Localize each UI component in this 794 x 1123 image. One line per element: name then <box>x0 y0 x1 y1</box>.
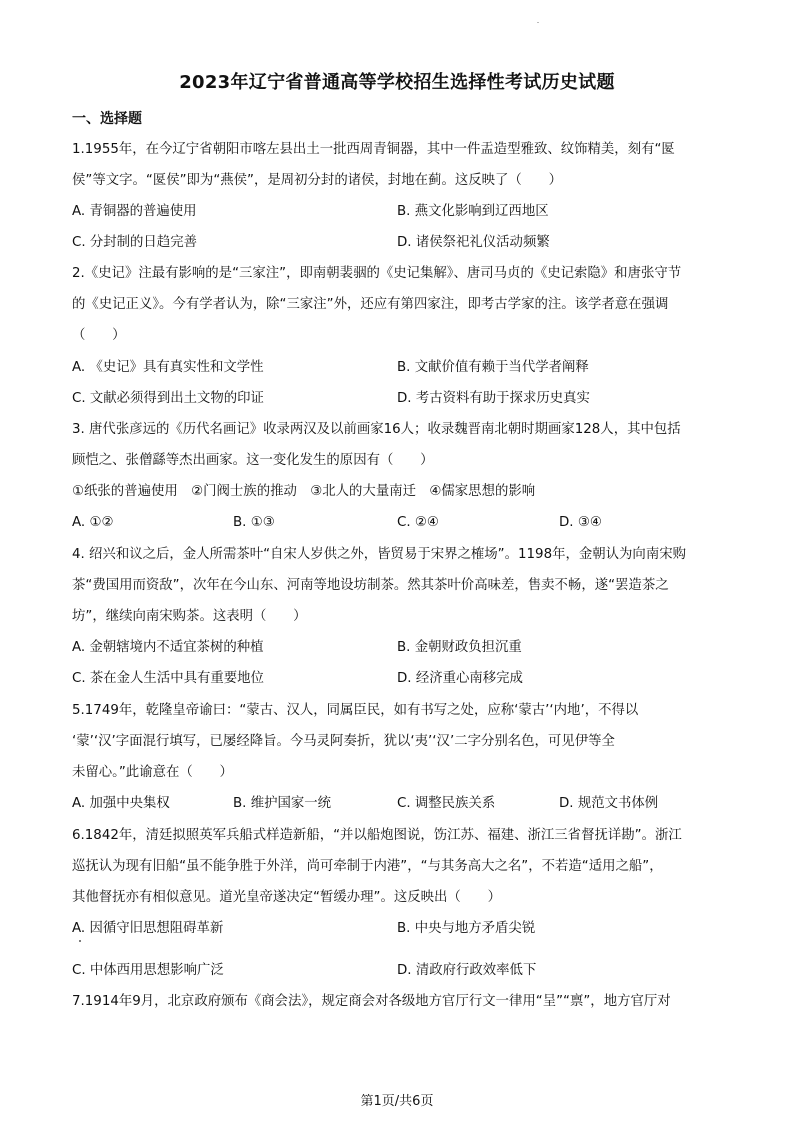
question-2-option-c: C. 文献必须得到出土文物的印证 <box>72 391 264 406</box>
question-5-option-a: A. 加强中央集权 <box>72 796 170 811</box>
question-6-line-3: 其他督抚亦有相似意见。道光皇帝遂决定“暂缓办理”。这反映出（ ） <box>72 890 501 905</box>
scan-speck <box>79 940 81 942</box>
question-2-line-3: （ ） <box>72 328 126 343</box>
question-2-line-1: 2.《史记》注最有影响的是“三家注”，即南朝裴骃的《史记集解》、唐司马贞的《史记索隐》和唐张守节 <box>72 266 682 281</box>
question-1-line-2: 侯”等文字。“匽侯”即为“燕侯”，是周初分封的诸侯，封地在蓟。这反映了（ ） <box>72 173 562 188</box>
question-3-option-b: B. ①③ <box>233 515 275 530</box>
question-4-line-3: 坊”，继续向南宋购茶。这表明（ ） <box>72 609 307 624</box>
question-6-option-a: A. 因循守旧思想阻碍革新 <box>72 921 224 936</box>
question-3-line-3: ①纸张的普遍使用 ②门阀士族的推动 ③北人的大量南迁 ④儒家思想的影响 <box>72 484 536 499</box>
question-3-line-1: 3. 唐代张彦远的《历代名画记》收录两汉及以前画家16人；收录魏晋南北朝时期画家128人，其中包括 <box>72 422 681 437</box>
page-title: 2023年辽宁省普通高等学校招生选择性考试历史试题 <box>179 72 615 93</box>
question-6-option-c: C. 中体西用思想影响广泛 <box>72 963 224 978</box>
question-7-line-1: 7.1914年9月，北京政府颁布《商会法》，规定商会对各级地方官厅行文一律用“呈”“禀”，地方官厅对 <box>72 994 671 1009</box>
question-3-option-a: A. ①② <box>72 515 114 530</box>
question-2-option-a: A. 《史记》具有真实性和文学性 <box>72 360 264 375</box>
question-4-option-c: C. 茶在金人生活中具有重要地位 <box>72 671 264 686</box>
section-heading: 一、选择题 <box>72 111 142 127</box>
scan-mark <box>537 22 539 23</box>
question-6-option-d: D. 清政府行政效率低下 <box>397 963 537 978</box>
question-2-option-d: D. 考古资料有助于探求历史真实 <box>397 391 590 406</box>
question-2-line-2: 的《史记正义》。今有学者认为，除“三家注”外，还应有第四家注，即考古学家的注。该学者意在强调 <box>72 297 669 312</box>
question-5-line-1: 5.1749年，乾隆皇帝谕曰：“蒙古、汉人，同属臣民，如有书写之处，应称‘蒙古’‘内地’，不得以 <box>72 703 639 718</box>
question-6-line-2: 巡抚认为现有旧船“虽不能争胜于外洋，尚可牵制于内港”，“与其务高大之名”，不若造“适用之船”， <box>72 859 663 874</box>
question-6-option-b: B. 中央与地方矛盾尖锐 <box>397 921 536 936</box>
question-1-option-b: B. 燕文化影响到辽西地区 <box>397 204 549 219</box>
question-4-line-2: 茶“费国用而资敌”，次年在今山东、河南等地设坊制茶。然其茶叶价高味差，售卖不畅，遂“罢造茶之 <box>72 578 669 593</box>
question-1-option-d: D. 诸侯祭祀礼仪活动频繁 <box>397 235 550 250</box>
question-1-line-1: 1.1955年，在今辽宁省朝阳市喀左县出土一批西周青铜器，其中一件盂造型雅致、纹饰精美，刻有“匽 <box>72 142 675 157</box>
question-3-option-d: D. ③④ <box>559 515 602 530</box>
question-2-option-b: B. 文献价值有赖于当代学者阐释 <box>397 360 589 375</box>
page-number: 第1页/共6页 <box>360 1094 434 1109</box>
question-4-option-a: A. 金朝辖境内不适宜茶树的种植 <box>72 640 264 655</box>
question-5-option-d: D. 规范文书体例 <box>559 796 659 811</box>
question-1-option-a: A. 青铜器的普遍使用 <box>72 204 197 219</box>
question-1-option-c: C. 分封制的日趋完善 <box>72 235 197 250</box>
question-5-option-b: B. 维护国家一统 <box>233 796 332 811</box>
question-5-option-c: C. 调整民族关系 <box>397 796 496 811</box>
question-5-line-3: 未留心。”此谕意在（ ） <box>72 765 233 780</box>
question-4-option-d: D. 经济重心南移完成 <box>397 671 523 686</box>
question-5-line-2: ‘蒙’‘汉’字面混行填写，已屡经降旨。今马灵阿奏折，犹以‘夷’‘汉’二字分别名色，可见伊等全 <box>72 734 615 749</box>
question-4-line-1: 4. 绍兴和议之后，金人所需茶叶“自宋人岁供之外，皆贸易于宋界之榷场”。1198年，金朝认为向南宋购 <box>72 547 686 562</box>
question-3-line-2: 顾恺之、张僧繇等杰出画家。这一变化发生的原因有（ ） <box>72 453 434 468</box>
question-3-option-c: C. ②④ <box>397 515 439 530</box>
question-6-line-1: 6.1842年，清廷拟照英军兵船式样造新船，“并以船炮图说，饬江苏、福建、浙江三省督抚详勘”。浙江 <box>72 828 682 843</box>
question-4-option-b: B. 金朝财政负担沉重 <box>397 640 522 655</box>
